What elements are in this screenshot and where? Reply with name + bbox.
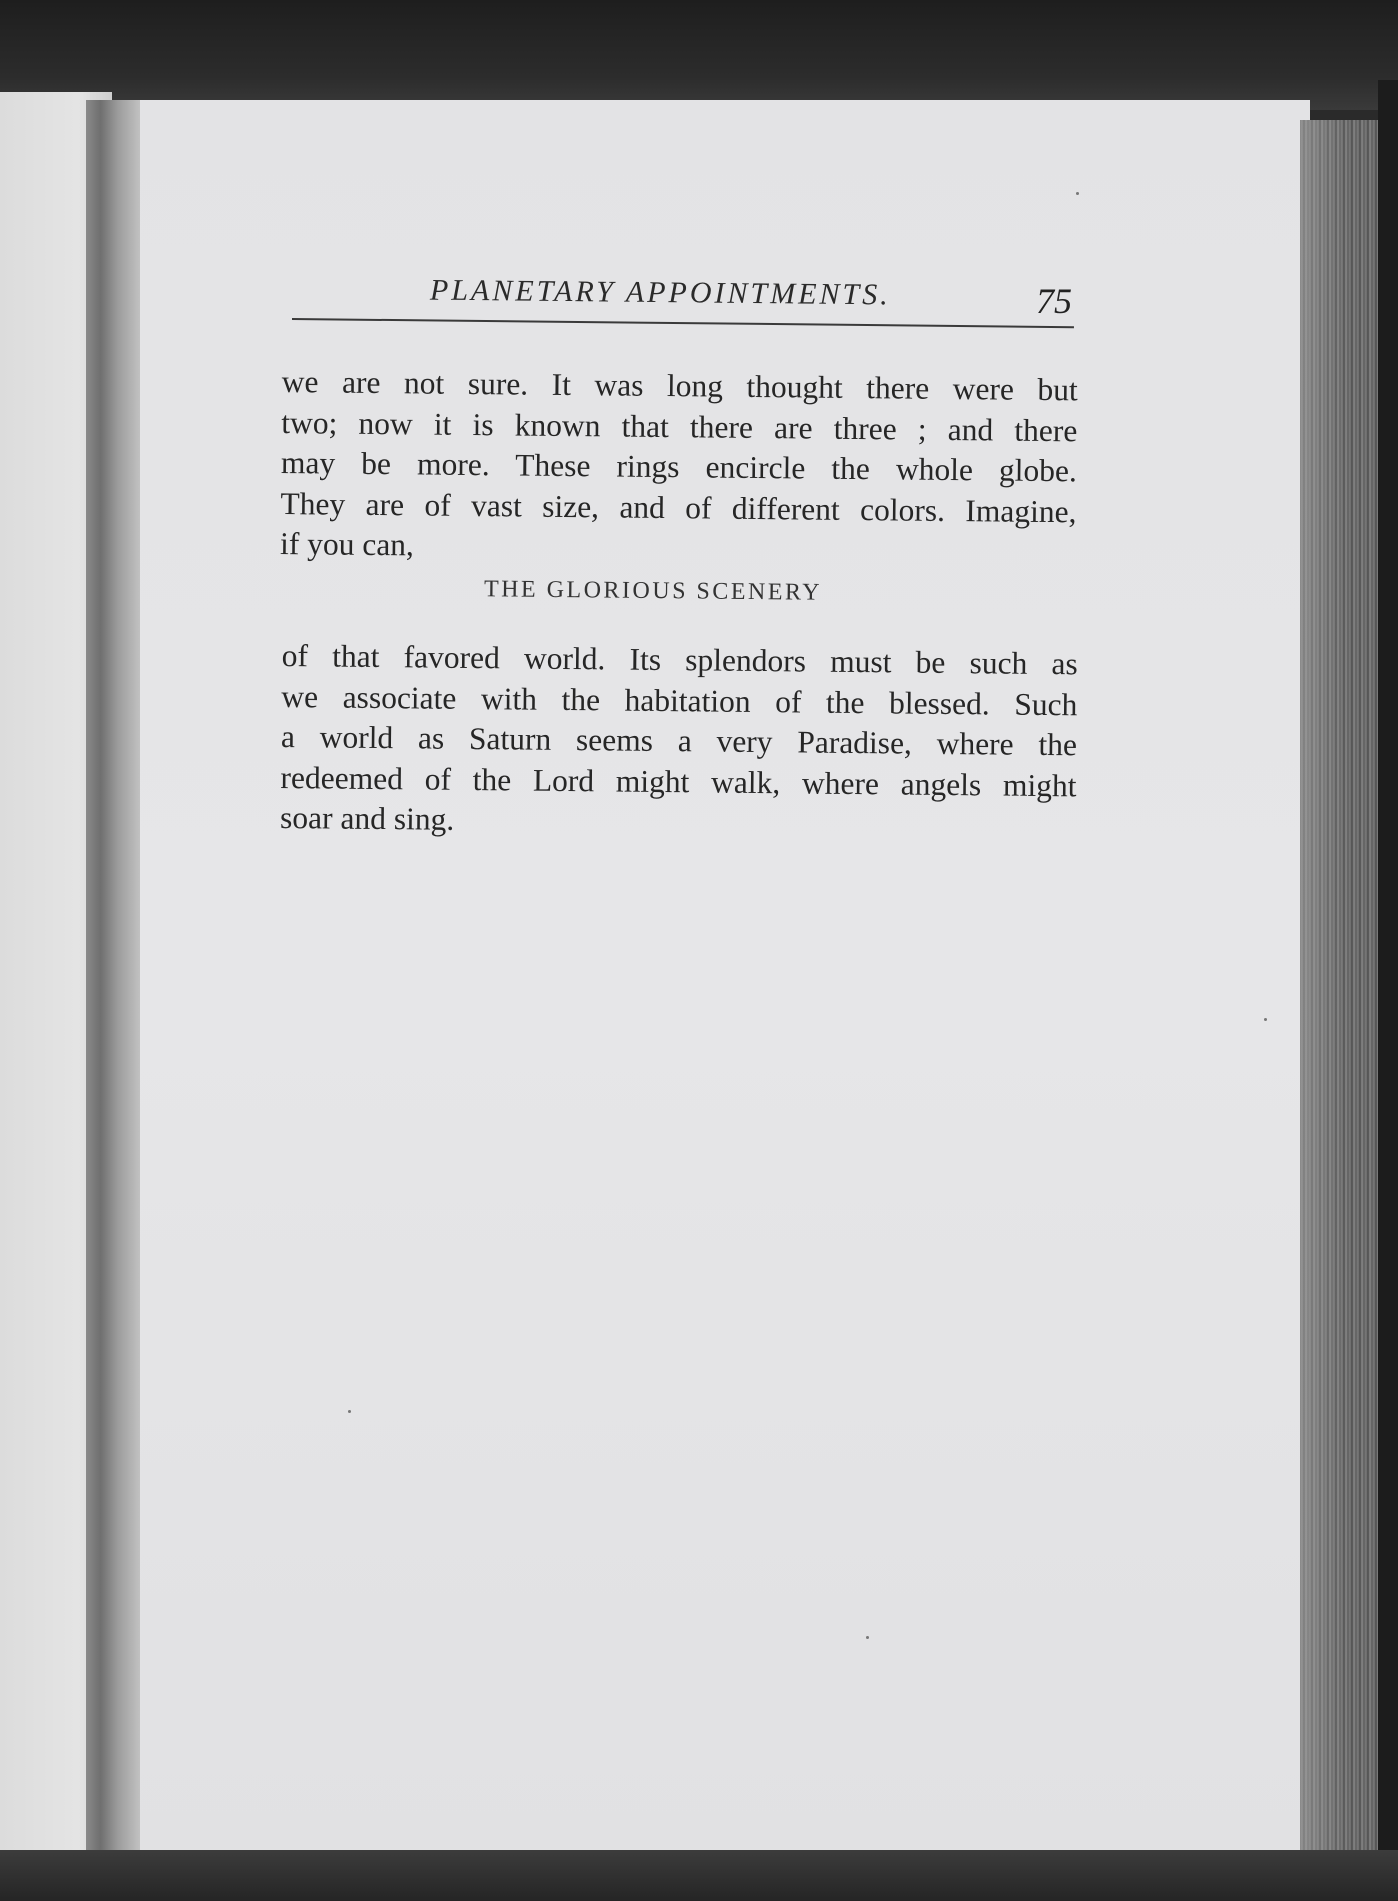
text-line: we associate with the habitation of the blessed. Such (281, 678, 1078, 722)
text-line: a world as Saturn seems a very Paradise, where the (280, 718, 1078, 763)
scan-background-bottom (0, 1850, 1398, 1901)
scan-speck (1076, 192, 1079, 195)
text-line: two; now it is known that there are three ; and there (281, 404, 1078, 448)
scan-speck (866, 1636, 869, 1639)
scan-speck (348, 1410, 351, 1413)
text-line: redeemed of the Lord might walk, where angels might (280, 759, 1077, 803)
book-gutter (86, 100, 144, 1860)
scan-speck (1264, 1018, 1267, 1021)
page-edges-shading (1300, 120, 1380, 1860)
text-line: They are of vast size, and of different colors. Imagine, (280, 485, 1077, 529)
text-line: soar and sing. (279, 799, 455, 837)
scan-background-top (0, 0, 1398, 110)
section-heading: THE GLORIOUS SCENERY (483, 576, 823, 606)
text-line: we are not sure. It was long thought there were but (281, 363, 1078, 408)
running-head: PLANETARY APPOINTMENTS. (429, 273, 891, 312)
text-line: of that favored world. Its splendors must be such as (281, 637, 1078, 682)
paragraph-1 (280, 362, 1078, 573)
paragraph-2 (280, 636, 1078, 847)
scan-edge (1378, 80, 1398, 1880)
page-number: 75 (1036, 281, 1072, 321)
text-line: may be more. These rings encircle the whole globe. (280, 444, 1078, 489)
text-line: if you can, (279, 525, 415, 563)
